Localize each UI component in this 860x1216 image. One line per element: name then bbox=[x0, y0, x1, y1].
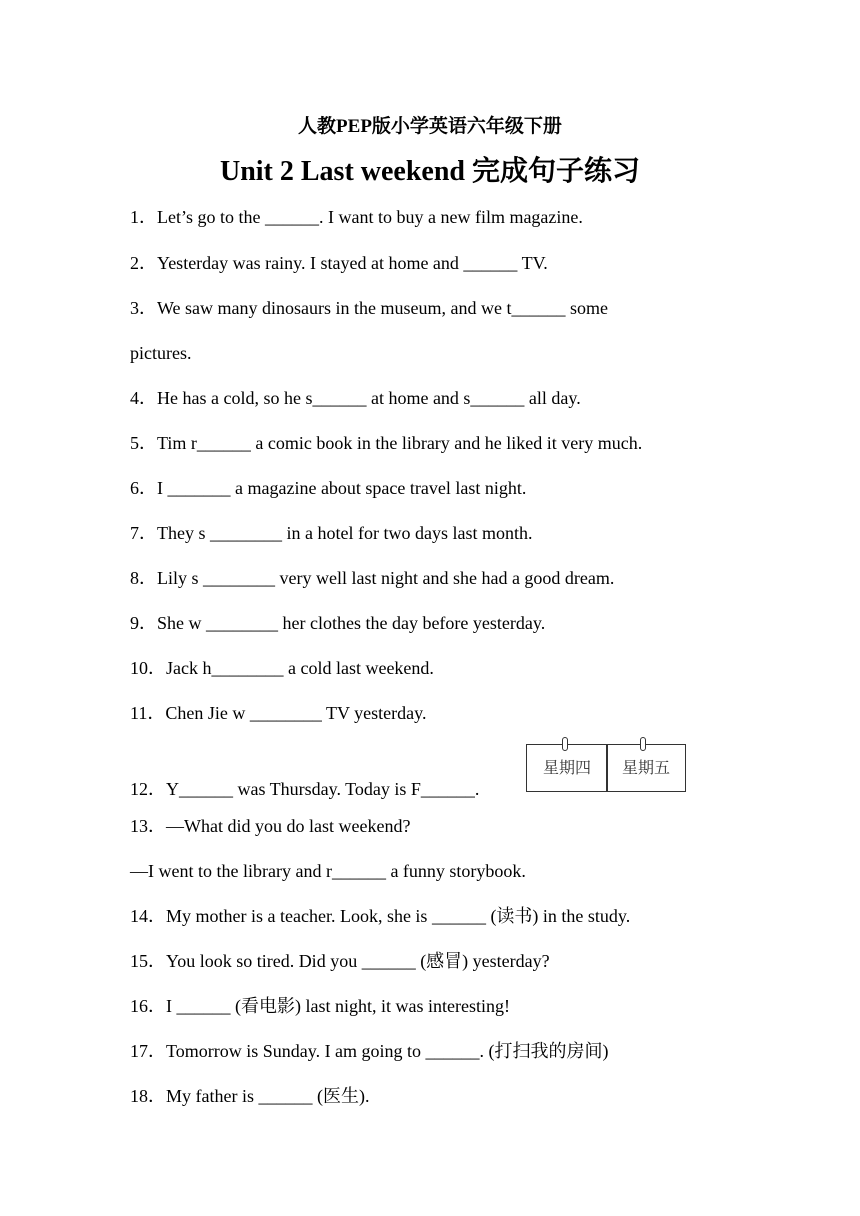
question-10: 10．Jack h________ a cold last weekend. bbox=[130, 658, 434, 678]
question-13-answer: —I went to the library and r______ a funny storybook. bbox=[130, 861, 526, 881]
question-8: 8．Lily s ________ very well last night and she had a good dream. bbox=[130, 568, 615, 588]
question-3: 3．We saw many dinosaurs in the museum, and we t______ some bbox=[130, 298, 608, 318]
calendar-day-thursday: 星期四 bbox=[526, 744, 608, 792]
question-1: 1．Let’s go to the ______. I want to buy a new film magazine. bbox=[130, 207, 583, 227]
question-7: 7．They s ________ in a hotel for two days last month. bbox=[130, 523, 533, 543]
question-9: 9．She w ________ her clothes the day before yesterday. bbox=[130, 613, 546, 633]
question-13: 13．—What did you do last weekend? bbox=[130, 816, 411, 836]
question-14: 14．My mother is a teacher. Look, she is ______ (读书) in the study. bbox=[130, 906, 631, 926]
question-15: 15．You look so tired. Did you ______ (感冒) yesterday? bbox=[130, 951, 550, 971]
document-title: Unit 2 Last weekend 完成句子练习 bbox=[219, 156, 640, 187]
calendar-image bbox=[526, 744, 686, 794]
question-17: 17．Tomorrow is Sunday. I am going to ______. (打扫我的房间) bbox=[130, 1041, 609, 1061]
question-11: 11．Chen Jie w ________ TV yesterday. bbox=[130, 703, 427, 723]
calendar-ring-icon bbox=[562, 737, 568, 751]
question-2: 2．Yesterday was rainy. I stayed at home and ______ TV. bbox=[130, 253, 548, 273]
question-18: 18．My father is ______ (医生). bbox=[130, 1086, 370, 1106]
question-6: 6．I _______ a magazine about space travel last night. bbox=[130, 478, 527, 498]
document-subtitle: 人教PEP版小学英语六年级下册 bbox=[298, 116, 562, 137]
question-4: 4．He has a cold, so he s______ at home and s______ all day. bbox=[130, 388, 581, 408]
question-3-continued: pictures. bbox=[130, 343, 192, 363]
question-12: 12．Y______ was Thursday. Today is F______. bbox=[130, 779, 480, 799]
question-5: 5．Tim r______ a comic book in the library and he liked it very much. bbox=[130, 433, 643, 453]
calendar-day-friday: 星期五 bbox=[606, 744, 686, 792]
calendar-ring-icon bbox=[640, 737, 646, 751]
question-16: 16．I ______ (看电影) last night, it was interesting! bbox=[130, 996, 510, 1016]
